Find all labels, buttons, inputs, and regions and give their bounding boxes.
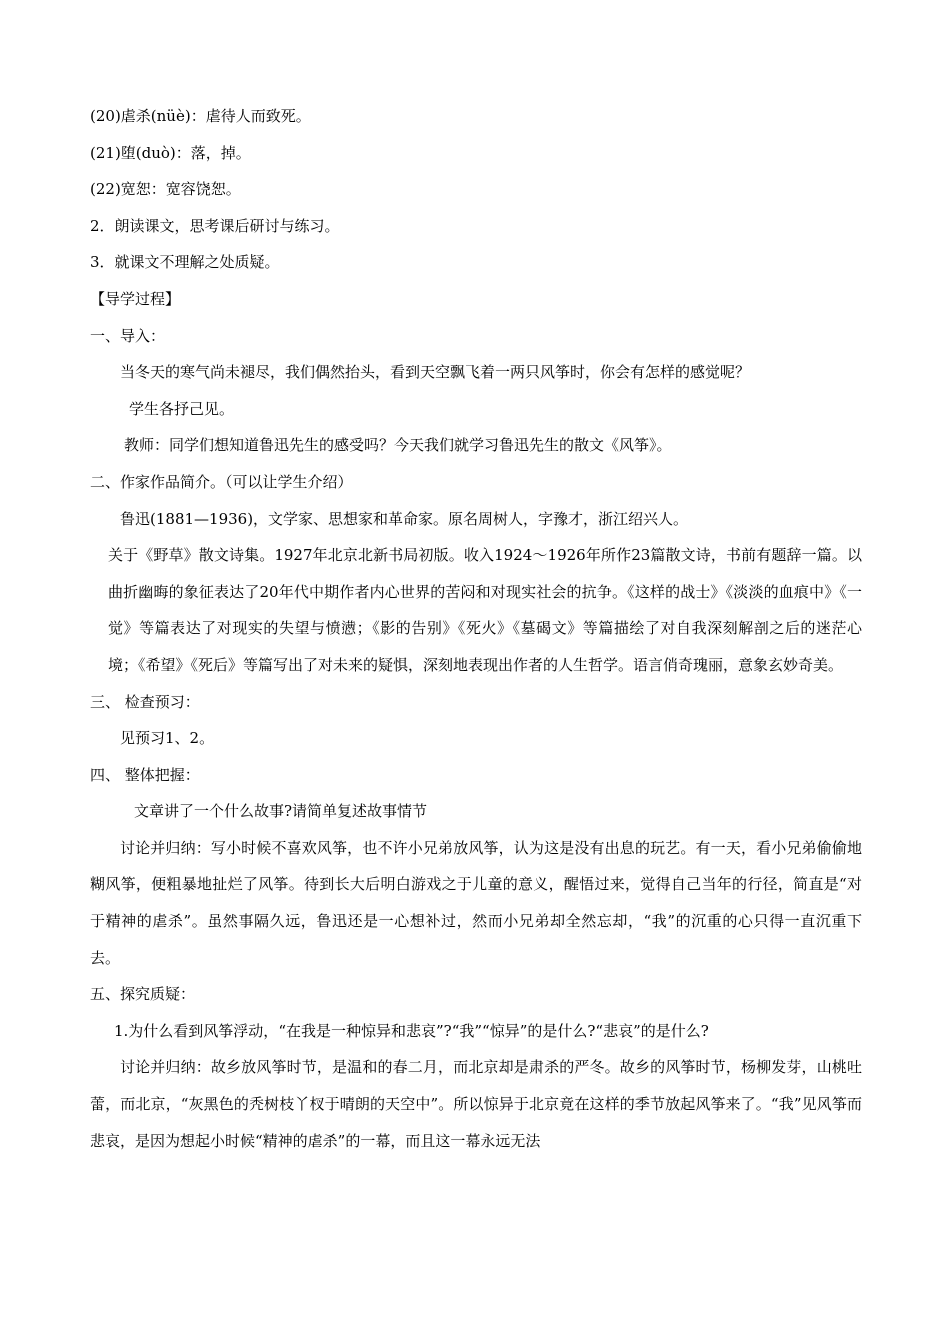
section-5-answer: 讨论并归纳：故乡放风筝时节，是温和的春二月，而北京却是肃杀的严冬。故乡的风筝时节，杨柳发芽，山桃吐蕾，而北京，“灰黑色的秃树枝丫杈于晴朗的天空中”。所以惊异于北京竟在这样的季节放起风筝来了。“我”见风筝而悲哀，是因为想起小时候“精神的虐杀”的一幕，而且这一幕永远无法 (90, 1058, 862, 1150)
section-1-student-note: 学生各抒己见。 (129, 399, 235, 418)
section-5-question-1: 1.为什么看到风筝浮动，“在我是一种惊异和悲哀”?“我”“惊异”的是什么?“悲哀”的是什么? (114, 1021, 709, 1040)
vocab-item-21: (21)堕(duò)：落，掉。 (90, 143, 251, 162)
vocab-item-22: (22)宽恕：宽容饶恕。 (90, 180, 241, 199)
section-5-heading: 五、探究质疑： (90, 985, 196, 1004)
section-2-heading: 二、作家作品简介。（可以让学生介绍） (90, 472, 353, 491)
task-item-2: 2．朗读课文，思考课后研讨与练习。 (90, 216, 340, 235)
section-3-preview: 见预习1、2。 (120, 729, 215, 748)
section-3-heading: 三、 检查预习： (90, 692, 200, 711)
vocab-item-20: (20)虐杀(nüè)：虐待人而致死。 (90, 107, 311, 125)
section-1-teacher-note: 教师：同学们想知道鲁迅先生的感受吗？今天我们就学习鲁迅先生的散文《风筝》。 (124, 436, 672, 455)
section-2-yecao-paragraph (90, 537, 862, 683)
document-body (90, 98, 862, 1159)
section-4-heading: 四、 整体把握： (90, 765, 200, 784)
section-4-answer: 讨论并归纳：写小时候不喜欢风筝，也不许小兄弟放风筝，认为这是没有出息的玩艺。有一天，看小兄弟偷偷地糊风筝，便粗暴地扯烂了风筝。待到长大后明白游戏之于儿童的意义，醒悟过来，觉得自己当年的行径，简直是“对于精神的虐杀”。虽然事隔久远，鲁迅还是一心想补过，然而小兄弟却全然忘却，“我”的沉重的心只得一直沉重下去。 (90, 838, 862, 967)
section-1-intro-question: 当冬天的寒气尚未褪尽，我们偶然抬头，看到天空飘飞着一两只风筝时，你会有怎样的感觉呢？ (120, 363, 751, 382)
section-4-question: 文章讲了一个什么故事?请简单复述故事情节 (134, 802, 428, 821)
section-5-answer-paragraph (90, 1049, 862, 1159)
task-item-3: 3．就课文不理解之处质疑。 (90, 253, 280, 272)
guide-process-title: 【导学过程】 (90, 289, 181, 308)
section-2-author-bio: 鲁迅(1881—1936)，文学家、思想家和革命家。原名周树人，字豫才，浙江绍兴人。 (120, 509, 689, 528)
section-4-answer-paragraph (90, 830, 862, 976)
yecao-text: 关于《野草》散文诗集。1927年北京北新书局初版。收入1924～1926年所作23篇散文诗，书前有题辞一篇。以曲折幽晦的象征表达了20年代中期作者内心世界的苦闷和对现实社会的抗争。《这样的战士》《淡淡的血痕中》《一觉》等篇表达了对现实的失望与愤懑；《影的告别》《死火》《墓碣文》等篇描绘了对自我深刻解剖之后的迷茫心境；《希望》《死后》等篇写出了对未来的疑惧，深刻地表现出作者的人生哲学。语言俏奇瑰丽，意象玄妙奇美。 (108, 546, 862, 674)
section-1-heading: 一、导入： (90, 326, 166, 345)
